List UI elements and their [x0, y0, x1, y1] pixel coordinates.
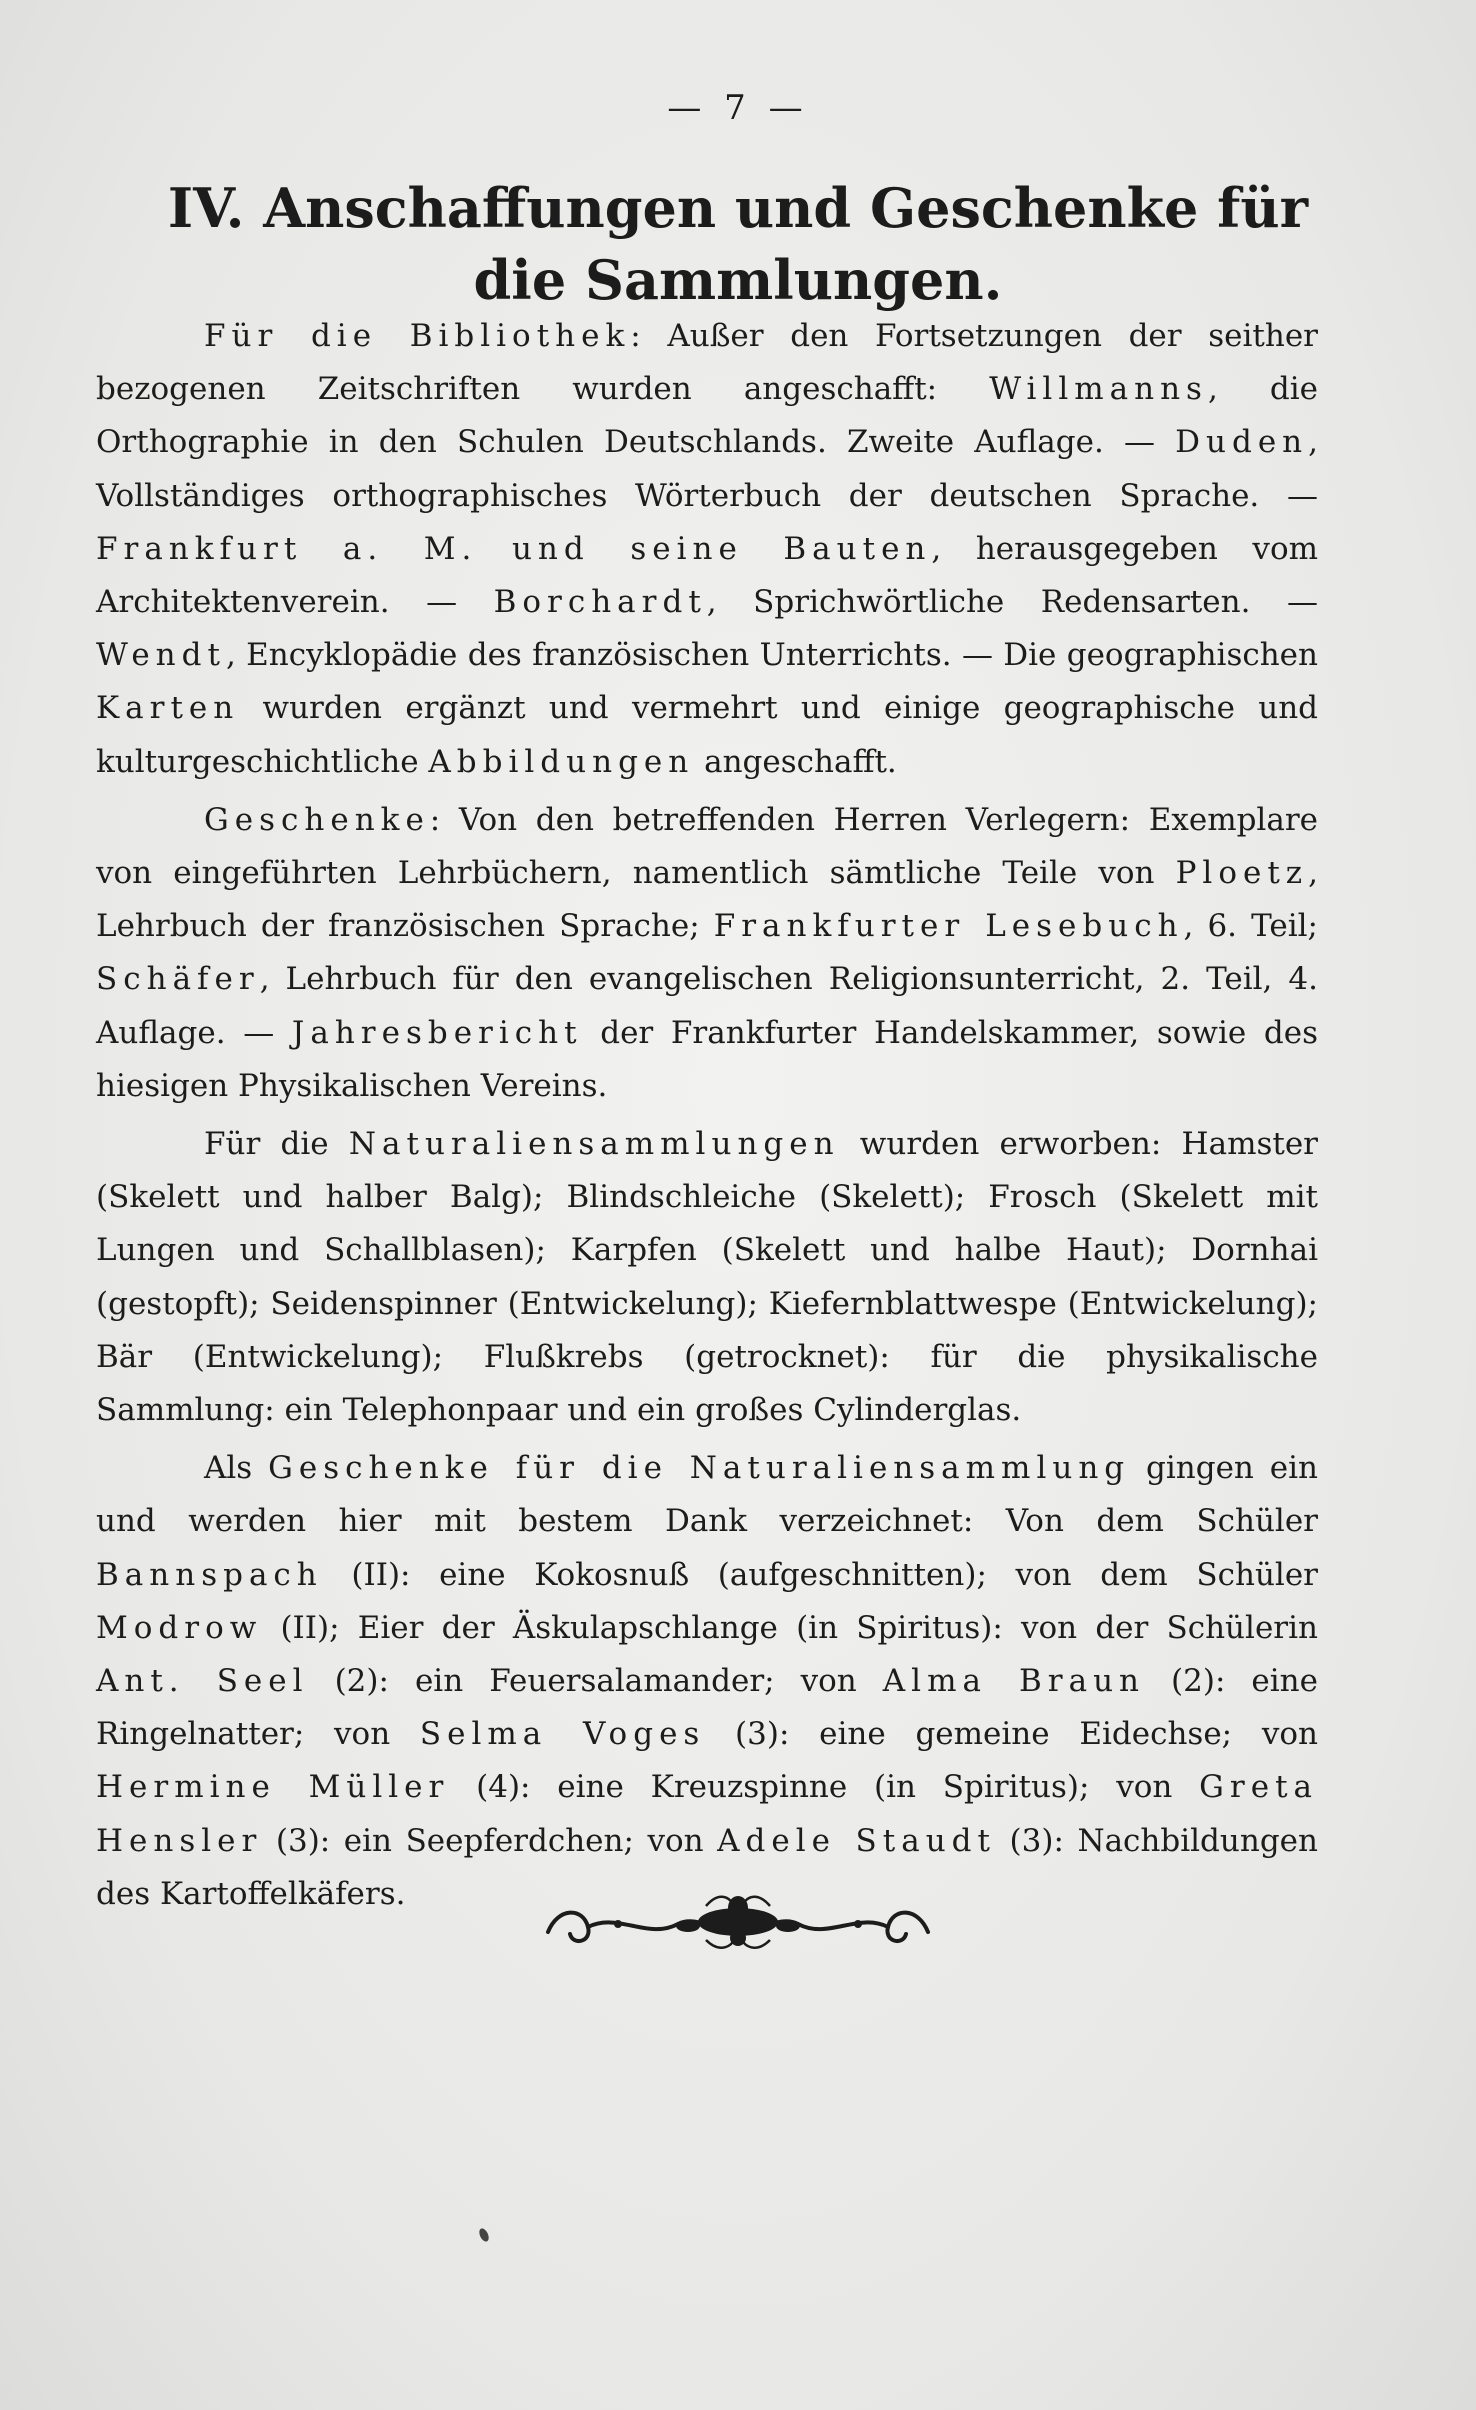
spaced-text-run: Adele Staudt — [717, 1822, 996, 1859]
spaced-text-run: Ant. Seel — [96, 1663, 309, 1700]
page-number: — 7 — — [667, 88, 809, 128]
text-run: (3): Nachbildungen des Kartoffelkäfers. — [96, 1822, 1318, 1912]
text-run: : Außer den Fortsetzungen der seither bezogenen Zeitschriften wurden angeschafft: — [96, 318, 1318, 408]
paragraph-natural-gifts — [96, 1442, 1318, 1921]
print-speck — [477, 2227, 490, 2243]
text-run: , die Orthographie in den Schulen Deutschlands. Zweite Auflage. — — [96, 371, 1319, 461]
paragraph-library — [96, 310, 1318, 789]
text-run: (II); Eier der Äskulapschlange (in Spiritus): von der Schülerin — [262, 1609, 1318, 1646]
spaced-text-run: Modrow — [96, 1609, 263, 1646]
spaced-text-run: Für die Bibliothek — [204, 318, 631, 354]
text-run: wurden ergänzt und vermehrt und einige geographische und kulturgeschichtliche — [96, 690, 1318, 780]
flourish-vignette-icon — [528, 1882, 948, 1962]
text-run: wurden erworben: Hamster (Skelett und halber Balg); Blindschleiche (Skelett); Frosch (Skelett mit Lungen und Schallblasen); Karpfen (Skelett und halbe Haut); Dornhai (gestopft); Seidenspinner (Entwickelung); Kiefernblattwespe (Entwickelung); Bär (Entwickelung); Flußkrebs (getrocknet): für die physikalische Sammlung: ein Telephonpaar und ein großes Cylinderglas. — [96, 1126, 1319, 1429]
text-run: angeschafft. — [694, 743, 897, 780]
text-run: (4): eine Kreuzspinne (in Spiritus); von — [449, 1769, 1200, 1806]
spaced-text-run: Bannspach — [96, 1556, 323, 1593]
text-run: , Lehrbuch für den evangelischen Religionsunterricht, 2. Teil, 4. Auflage. — — [96, 961, 1318, 1051]
spaced-text-run: Greta Hensler — [96, 1769, 1319, 1859]
spaced-text-run: Selma Voges — [419, 1716, 706, 1753]
spaced-text-run: Geschenke für die Naturaliensammlung — [268, 1450, 1131, 1487]
text-run: : Von den betreffenden Herren Verlegern: Exemplare von eingeführten Lehrbüchern, namentlich sämtliche Teile von — [96, 801, 1318, 892]
paragraph-natural-collections — [96, 1118, 1318, 1437]
section-title: IV. Anschaffungen und Geschenke für die Sammlungen. — [167, 176, 1309, 312]
text-run: (II): eine Kokosnuß (aufgeschnitten); von dem Schüler — [322, 1556, 1318, 1593]
paragraph-gifts — [96, 794, 1318, 1113]
text-run: , Sprichwörtliche Redensarten. — — [706, 584, 1318, 621]
spaced-text-run: Duden — [1175, 424, 1309, 461]
spaced-text-run: Geschenke — [204, 801, 430, 838]
spaced-text-run: Willmanns — [989, 371, 1208, 408]
spaced-text-run: Schäfer — [96, 961, 260, 998]
body-text — [96, 310, 1318, 1926]
text-run: , Lehrbuch der französischen Sprache; — [96, 855, 1318, 945]
spaced-text-run: Jahresbericht — [291, 1014, 583, 1051]
text-run: , Vollständiges orthographisches Wörterbuch der deutschen Sprache. — — [96, 424, 1318, 514]
spaced-text-run: Ploetz — [1175, 855, 1309, 892]
text-run — [477, 531, 512, 567]
spaced-text-run: Naturaliensammlungen — [348, 1126, 840, 1163]
text-run: Für die — [204, 1126, 349, 1163]
spaced-text-run: Wendt — [96, 637, 226, 674]
text-run: gingen ein und werden hier mit bestem Dank verzeichnet: Von dem Schüler — [96, 1450, 1318, 1540]
text-run: (2): ein Feuersalamander; von — [308, 1663, 883, 1700]
text-run: , herausgegeben vom Architektenverein. — — [96, 530, 1319, 621]
text-run: der Frankfurter Handelskammer, sowie des hiesigen Physikalischen Vereins. — [96, 1014, 1318, 1104]
spaced-text-run: Hermine Müller — [96, 1769, 450, 1806]
text-run: (2): eine Ringelnatter; von — [96, 1663, 1318, 1753]
text-run: , Encyklopädie des französischen Unterrichts. — Die geographischen — [225, 637, 1318, 674]
text-run: (3): ein Seepferdchen; von — [262, 1822, 718, 1859]
text-run: (3): eine gemeine Eidechse; von — [705, 1716, 1318, 1753]
spaced-text-run: Frankfurt a. M. — [96, 530, 478, 567]
spaced-text-run: Karten — [96, 690, 240, 727]
spaced-text-run: und seine Bauten — [511, 530, 932, 567]
spaced-text-run: Abbildungen — [428, 743, 695, 780]
spaced-text-run: Alma Braun — [882, 1663, 1146, 1700]
spaced-text-run: Borchardt — [493, 584, 707, 621]
text-run: , 6. Teil; — [1183, 908, 1318, 945]
text-run: Als — [204, 1450, 269, 1487]
spaced-text-run: Frankfurter Lesebuch — [713, 908, 1184, 945]
